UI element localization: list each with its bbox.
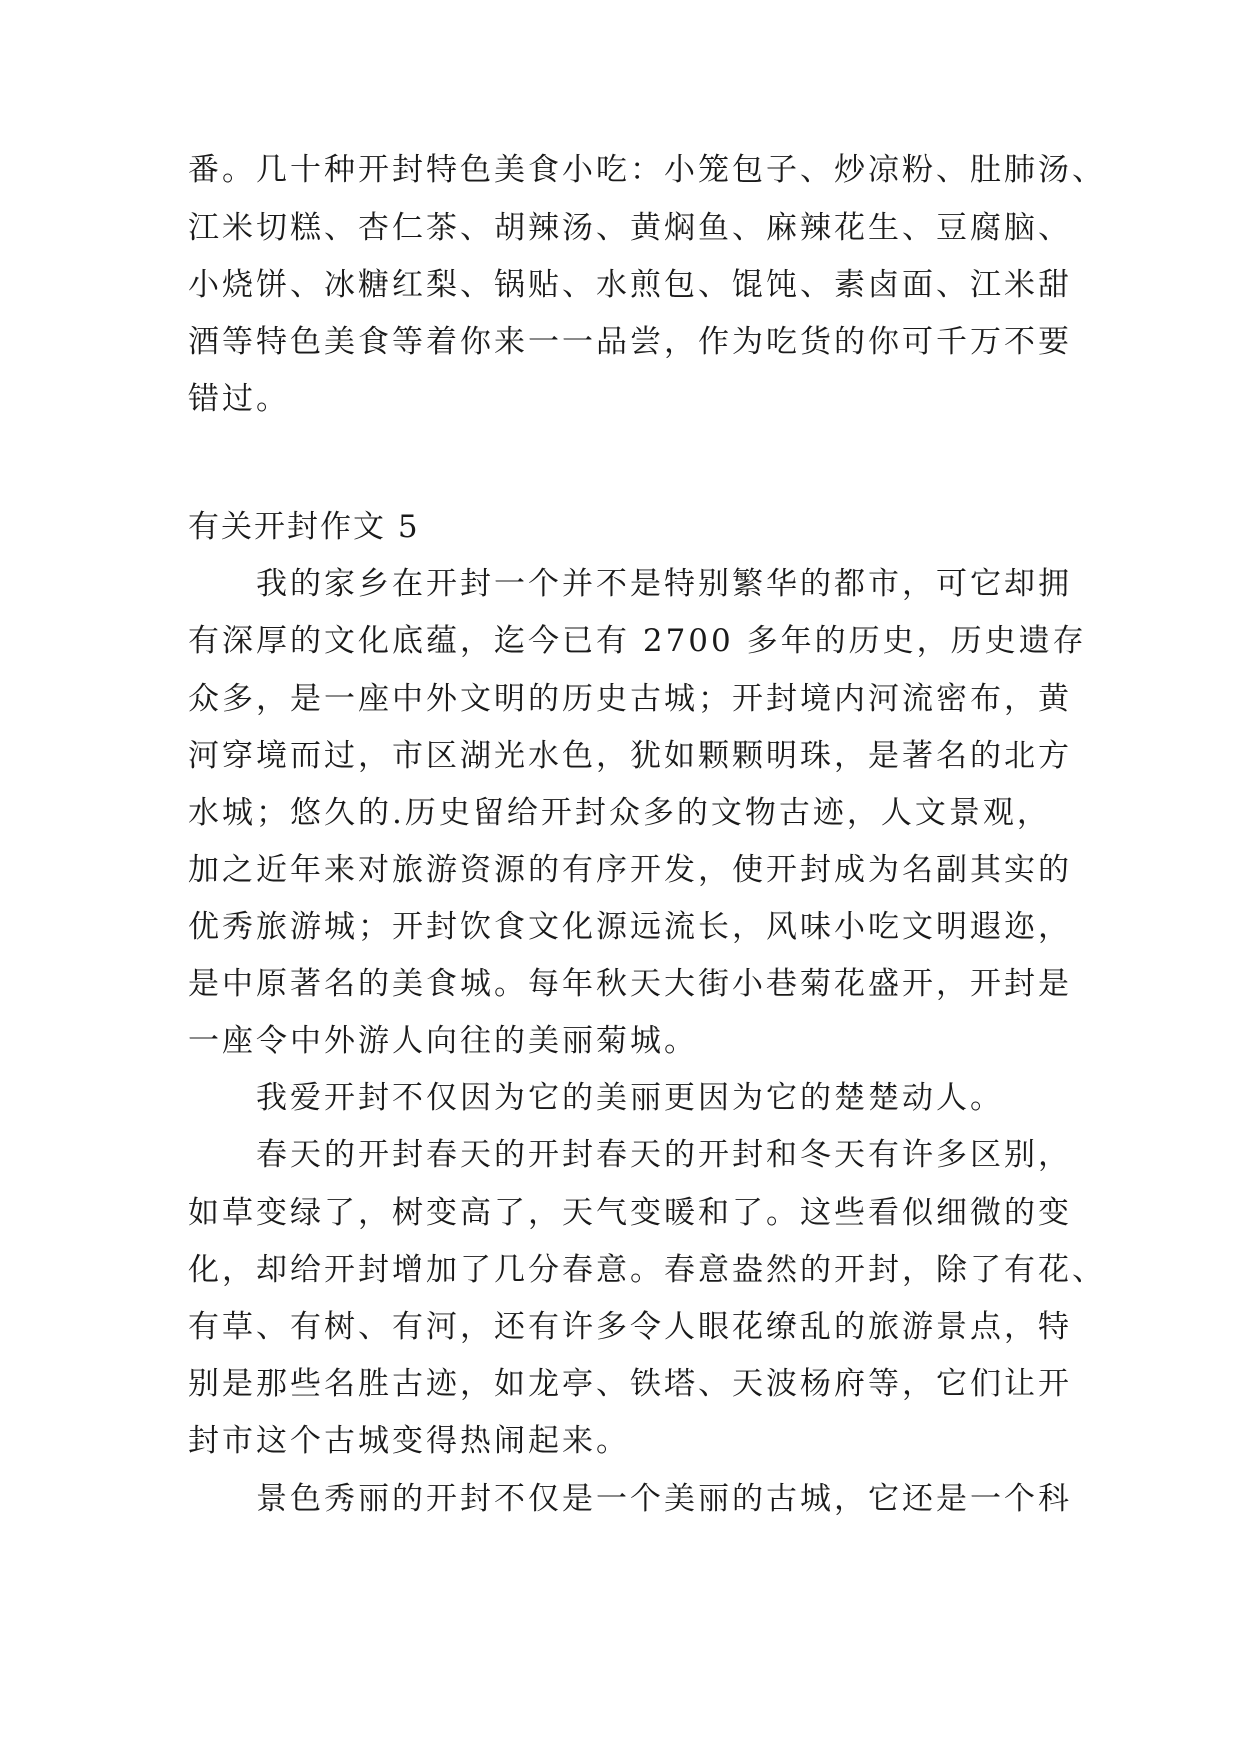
paragraph-3-line-4: 有草、有树、有河，还有许多令人眼花缭乱的旅游景点，特	[188, 1309, 1072, 1345]
paragraph-1-line-7: 优秀旅游城；开封饮食文化源远流长，风味小吃文明遐迩，	[188, 909, 1072, 945]
intro-line-4: 酒等特色美食等着你来一一品尝，作为吃货的你可千万不要	[188, 324, 1072, 360]
paragraph-1-line-9: 一座令中外游人向往的美丽菊城。	[188, 1023, 698, 1059]
paragraph-1-line-2: 有深厚的文化底蕴，迄今已有 2700 多年的历史，历史遗存	[188, 623, 1087, 659]
intro-line-1: 番。几十种开封特色美食小吃：小笼包子、炒凉粉、肚肺汤、	[188, 152, 1106, 188]
paragraph-3-line-5: 别是那些名胜古迹，如龙亭、铁塔、天波杨府等，它们让开	[188, 1366, 1072, 1402]
intro-line-2: 江米切糕、杏仁茶、胡辣汤、黄焖鱼、麻辣花生、豆腐脑、	[188, 210, 1072, 246]
paragraph-1-line-5: 水城；悠久的.历史留给开封众多的文物古迹，人文景观，	[188, 795, 1051, 831]
intro-line-5: 错过。	[188, 381, 290, 417]
paragraph-2-line-1: 我爱开封不仅因为它的美丽更因为它的楚楚动人。	[256, 1080, 1004, 1116]
paragraph-1-line-8: 是中原著名的美食城。每年秋天大街小巷菊花盛开，开封是	[188, 966, 1072, 1002]
paragraph-1-line-6: 加之近年来对旅游资源的有序开发，使开封成为名副其实的	[188, 852, 1072, 888]
paragraph-1-line-4: 河穿境而过，市区湖光水色，犹如颗颗明珠，是著名的北方	[188, 738, 1072, 774]
paragraph-4-line-1: 景色秀丽的开封不仅是一个美丽的古城，它还是一个科	[256, 1481, 1072, 1517]
paragraph-3-line-3: 化，却给开封增加了几分春意。春意盎然的开封，除了有花、	[188, 1252, 1106, 1288]
paragraph-3-line-2: 如草变绿了，树变高了，天气变暖和了。这些看似细微的变	[188, 1195, 1072, 1231]
paragraph-1-line-1: 我的家乡在开封一个并不是特别繁华的都市，可它却拥	[256, 566, 1072, 602]
paragraph-1-line-3: 众多，是一座中外文明的历史古城；开封境内河流密布，黄	[188, 681, 1072, 717]
intro-line-3: 小烧饼、冰糖红梨、锅贴、水煎包、馄饨、素卤面、江米甜	[188, 267, 1072, 303]
section-heading: 有关开封作文 5	[188, 509, 420, 545]
paragraph-3-line-6: 封市这个古城变得热闹起来。	[188, 1423, 630, 1459]
paragraph-3-line-1: 春天的开封春天的开封春天的开封和冬天有许多区别，	[256, 1137, 1072, 1173]
